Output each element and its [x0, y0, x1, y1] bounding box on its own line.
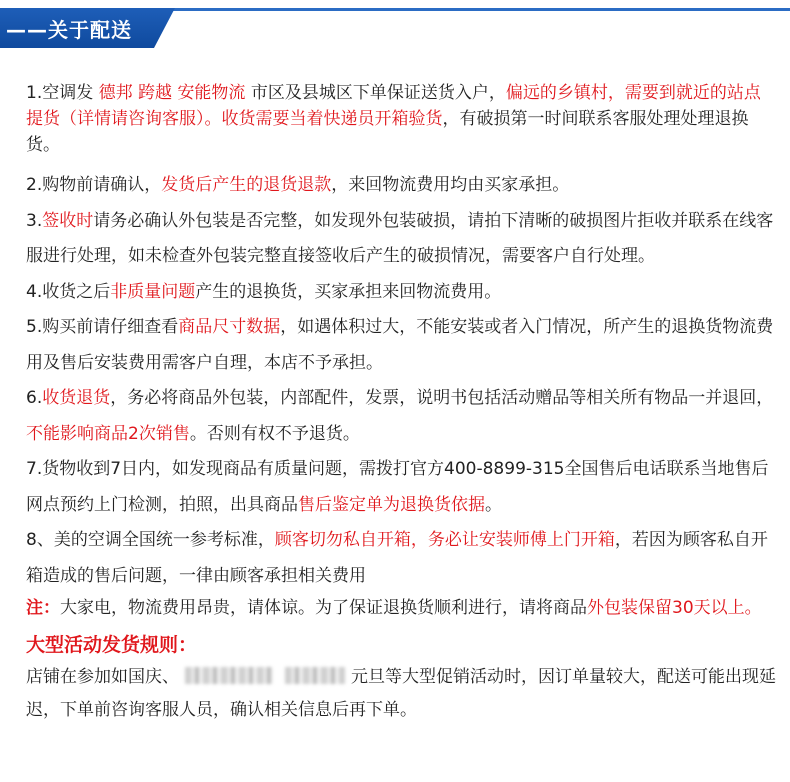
policy-highlight: 顾客切勿私自开箱，务必让安装师傅上门开箱 [274, 530, 615, 550]
delivery-policy [26, 80, 776, 727]
policy-text: ，务必将商品外包装，内部配件，发票，说明书包括活动赠品等相关所有物品一并退回， [110, 388, 774, 408]
policy-highlight: 签收时 [42, 210, 94, 231]
policy-list [26, 80, 776, 594]
policy-item [26, 275, 776, 311]
policy-item [26, 80, 776, 158]
activity-text-before: 店铺在参加如国庆、 [26, 667, 179, 687]
activity-title: 大型活动发货规则： [26, 634, 198, 656]
policy-item [26, 310, 776, 381]
policy-highlight: 注： [26, 598, 60, 618]
policy-highlight: 商品尺寸数据 [178, 317, 281, 337]
activity-text-after: 元旦等大型促销活动时，因订单量较大，配送可能出现延迟，下单前咨询客服人员，确认相关信息后再下单。 [26, 667, 776, 720]
policy-item [26, 452, 776, 523]
policy-text: 。 [485, 494, 502, 515]
policy-item [26, 168, 776, 204]
policy-text: 6. [26, 388, 43, 408]
section-title: ——关于配送 [6, 18, 132, 42]
section-header [0, 0, 790, 58]
policy-highlight: 收货退货 [42, 388, 111, 408]
note-paragraph [26, 596, 776, 621]
policy-highlight: 德邦 跨越 安能物流 [98, 83, 246, 103]
redacted-text [185, 667, 273, 684]
policy-text: 4.收货之后 [26, 281, 111, 302]
policy-text: ，有破损第一时间联系客服处理处理退换货。 [26, 109, 749, 155]
policy-text: 。否则有权不予退货。 [189, 423, 360, 444]
activity-paragraph [26, 661, 776, 727]
policy-highlight: 发货后产生的退货退款 [161, 175, 332, 195]
policy-text: 5.购买前请仔细查看 [26, 317, 179, 337]
policy-text: 大家电，物流费用昂贵，请体谅。为了保证退换货顺利进行，请将商品 [60, 598, 587, 618]
policy-text: 2.购物前请确认， [26, 175, 162, 195]
policy-text: 市区及县城区下单保证送货入户， [245, 83, 506, 103]
policy-text: ，如遇体积过大，不能安装或者入门情况，所产生的退换货物流费用及售后安装费用需客户自理，本店不予承担。 [26, 317, 774, 373]
redacted-text [285, 667, 345, 684]
policy-item [26, 204, 776, 275]
policy-text: 7.货物收到7日内，如发现商品有质量问题，需拨打官方400-8899-315全国售后电话联系当地售后网点预约上门检测，拍照，出具商品 [26, 459, 769, 515]
policy-highlight: 外包装保留30天以上。 [587, 598, 762, 618]
policy-item [26, 381, 776, 452]
policy-highlight: 偏远的乡镇村，需要到就近的站点提货（详情请咨询客服）。收货需要当着快递员开箱验货 [26, 83, 761, 129]
policy-item [26, 523, 776, 594]
policy-highlight: 非质量问题 [110, 281, 196, 302]
policy-text: 8、美的空调全国统一参考标准， [26, 530, 275, 550]
policy-highlight: 不能影响商品2次销售 [26, 423, 190, 444]
policy-text: 3. [26, 210, 43, 231]
policy-text: 请务必确认外包装是否完整，如发现外包装破损，请拍下清晰的破损图片拒收并联系在线客服进行处理，如未检查外包装完整直接签收后产生的破损情况，需要客户自行处理。 [26, 210, 774, 266]
policy-highlight: 售后鉴定单为退换货依据 [298, 494, 485, 515]
policy-text: ，来回物流费用均由买家承担。 [331, 175, 570, 195]
policy-text: ，若因为顾客私自开箱造成的售后问题，一律由顾客承担相关费用 [26, 530, 768, 586]
policy-text: 产生的退换货，买家承担来回物流费用。 [195, 281, 502, 302]
policy-text: 1.空调发 [26, 83, 99, 103]
